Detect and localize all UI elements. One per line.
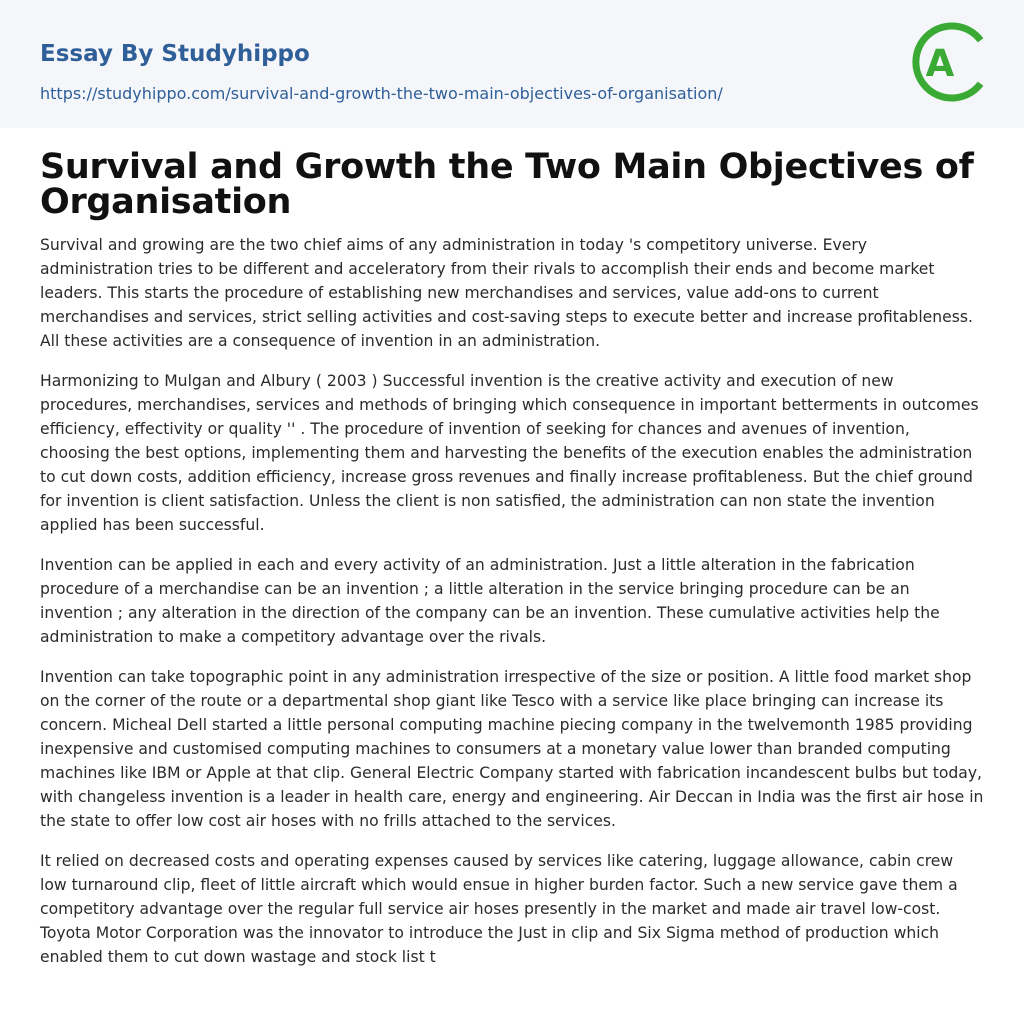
article-body [40, 233, 984, 969]
article-paragraph: Harmonizing to Mulgan and Albury ( 2003 ) Successful invention is the creative activity and execution of new procedures, merchandises, services and methods of bringing which consequence in important betterments in outcomes efficiency, effectivity or quality '' . The procedure of invention of seeking for chances and avenues of invention, choosing the best options, implementing them and harvesting the benefits of the execution enables the administration to cut down costs, addition efficiency, increase gross revenues and finally increase profitableness. But the chief ground for invention is client satisfaction. Unless the client is non satisfied, the administration can non state the invention applied has been successful. [40, 372, 979, 534]
studyhippo-logo-icon[interactable] [912, 20, 986, 104]
article-paragraph: Invention can take topographic point in any administration irrespective of the size or position. A little food market shop on the corner of the route or a departmental shop giant like Tesco with a service like place bringing can increase its concern. Micheal Dell started a little personal computing machine piecing company in the twelvemonth 1985 providing inexpensive and customised computing machines to consumers at a monetary value lower than branded computing machines like IBM or Apple at that clip. General Electric Company started with fabrication incandescent bulbs but today, with changeless invention is a leader in health care, energy and engineering. Air Deccan in India was the first air hose in the state to offer low cost air hoses with no frills attached to the services. [40, 668, 984, 830]
site-header [0, 0, 1024, 128]
site-brand[interactable]: Essay By Studyhippo [40, 41, 310, 67]
logo-letter: A [925, 42, 955, 85]
article-paragraph: Invention can be applied in each and every activity of an administration. Just a little alteration in the fabrication procedure of a merchandise can be an invention ; a little alteration in the service bringing procedure can be an invention ; any alteration in the direction of the company can be an invention. These cumulative activities help the administration to make a competitory advantage over the rivals. [40, 556, 940, 646]
article-paragraph: Survival and growing are the two chief aims of any administration in today 's competitory universe. Every administration tries to be different and acceleratory from their rivals to accomplish their ends and become market leaders. This starts the procedure of establishing new merchandises and services, value add-ons to current merchandises and services, strict selling activities and cost-saving steps to execute better and increase profitableness. All these activities are a consequence of invention in an administration. [40, 236, 973, 350]
article-title: Survival and Growth the Two Main Objectives of Organisation [40, 147, 974, 222]
article-paragraph: It relied on decreased costs and operating expenses caused by services like catering, luggage allowance, cabin crew low turnaround clip, fleet of little aircraft which would ensue in higher burden factor. Such a new service gave them a competitory advantage over the regular full service air hoses presently in the market and made air travel low-cost. Toyota Motor Corporation was the innovator to introduce the Just in clip and Six Sigma method of production which enabled them to cut down wastage and stock list t [40, 852, 958, 966]
page-url-link[interactable]: https://studyhippo.com/survival-and-growth-the-two-main-objectives-of-organisation/ [40, 84, 723, 103]
article-container [40, 147, 984, 985]
